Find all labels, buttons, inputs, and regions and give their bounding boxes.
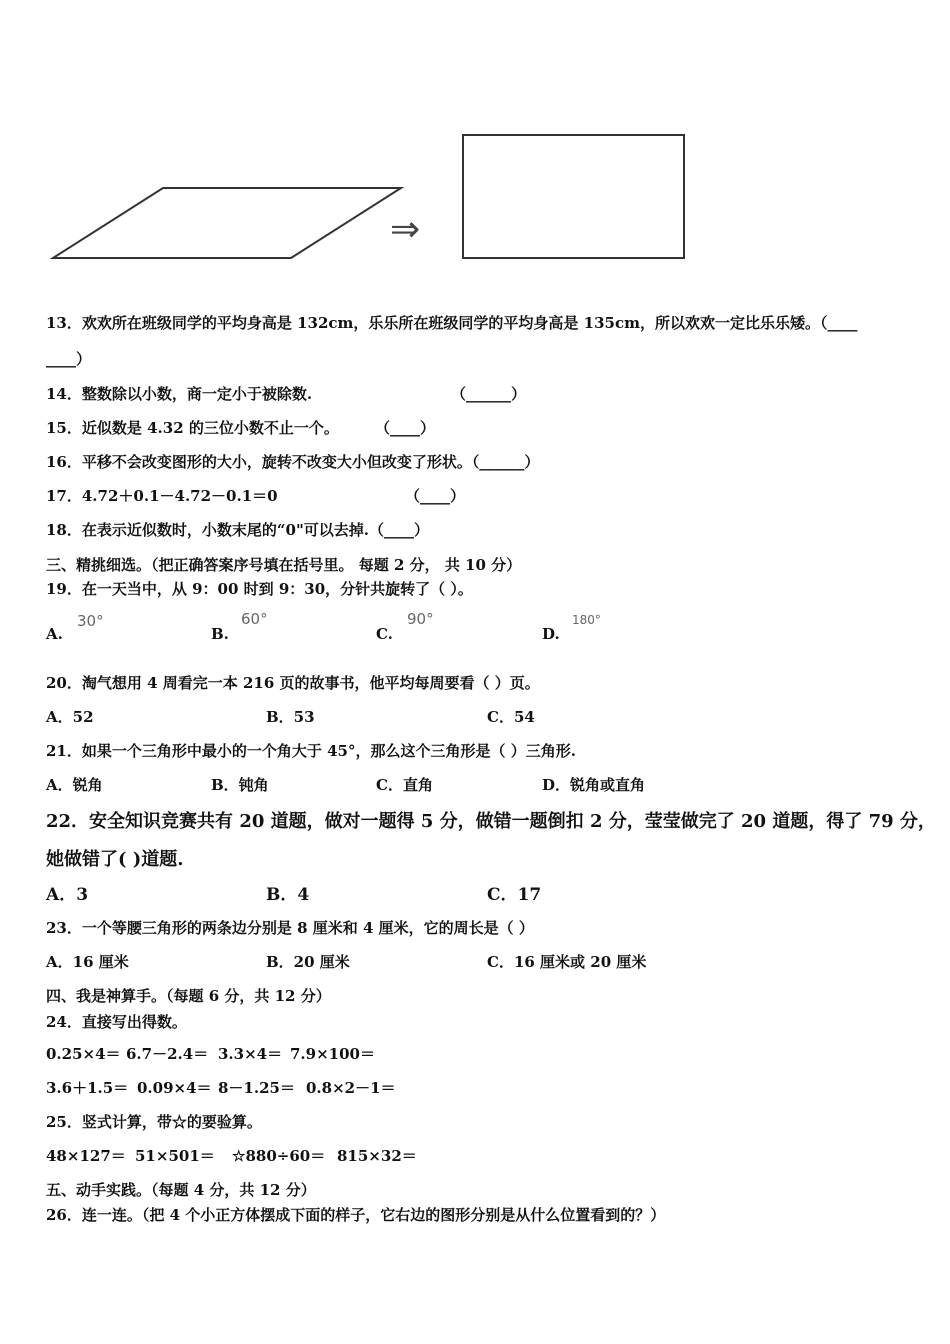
q24-expr-4: 7.9×100＝ bbox=[290, 1045, 375, 1063]
question-17: 17．4.72＋0.1－4.72－0.1＝0 bbox=[46, 487, 278, 505]
question-14: 14．整数除以小数，商一定小于被除数. bbox=[46, 385, 313, 403]
figure-shapes bbox=[0, 0, 950, 280]
q22-option-b: B．4 bbox=[266, 885, 310, 905]
section-4-heading: 四、我是神算手。（每题 6 分，共 12 分） bbox=[46, 987, 331, 1005]
q25-expr-3: ☆880÷60＝ bbox=[232, 1147, 326, 1165]
q22-option-a: A．3 bbox=[46, 885, 89, 905]
q20-option-c: C．54 bbox=[487, 708, 535, 726]
q19-option-b-label: B. bbox=[211, 625, 229, 643]
q20-option-b: B．53 bbox=[266, 708, 315, 726]
q21-option-c: C．直角 bbox=[376, 776, 433, 794]
question-18: 18．在表示近似数时，小数末尾的“0"可以去掉.（____） bbox=[46, 521, 429, 539]
q19-option-c-label: C. bbox=[376, 625, 393, 643]
q24-expr-8: 0.8×2－1＝ bbox=[306, 1079, 396, 1097]
question-16: 16．平移不会改变图形的大小，旋转不改变大小但改变了形状。（______） bbox=[46, 453, 540, 471]
q19-option-b-value: 60° bbox=[241, 610, 268, 628]
q23-option-b: B．20 厘米 bbox=[266, 953, 350, 971]
question-19: 19．在一天当中，从 9：00 时到 9：30，分针共旋转了（ ）。 bbox=[46, 580, 473, 598]
q23-option-c: C．16 厘米或 20 厘米 bbox=[487, 953, 647, 971]
question-14-blank: （______） bbox=[451, 385, 527, 403]
question-26: 26．连一连。（把 4 个小正方体摆成下面的样子，它右边的图形分别是从什么位置看到的？） bbox=[46, 1206, 666, 1224]
q23-option-a: A．16 厘米 bbox=[46, 953, 129, 971]
q19-option-a-value: 30° bbox=[77, 612, 104, 630]
question-15: 15．近似数是 4.32 的三位小数不止一个。 bbox=[46, 419, 339, 437]
parallelogram-shape bbox=[53, 188, 401, 258]
q24-expr-6: 0.09×4＝ bbox=[137, 1079, 212, 1097]
q19-option-d-label: D. bbox=[542, 625, 560, 643]
section-3-heading: 三、精挑细选。（把正确答案序号填在括号里。 每题 2 分， 共 10 分） bbox=[46, 556, 522, 574]
q24-expr-1: 0.25×4＝ bbox=[46, 1045, 121, 1063]
double-arrow-icon: ⇒ bbox=[390, 209, 421, 250]
q19-option-d-value: 180° bbox=[572, 613, 601, 627]
q24-expr-2: 6.7－2.4＝ bbox=[126, 1045, 209, 1063]
rectangle-shape bbox=[463, 135, 684, 258]
q19-option-c-value: 90° bbox=[407, 610, 434, 628]
section-5-heading: 五、动手实践。（每题 4 分，共 12 分） bbox=[46, 1181, 316, 1199]
question-13-line2: ____） bbox=[46, 350, 92, 368]
question-23: 23．一个等腰三角形的两条边分别是 8 厘米和 4 厘米，它的周长是（ ） bbox=[46, 919, 534, 937]
q24-expr-7: 8－1.25＝ bbox=[218, 1079, 295, 1097]
q21-option-b: B．钝角 bbox=[211, 776, 269, 794]
q21-option-d: D．锐角或直角 bbox=[542, 776, 646, 794]
question-15-blank: （____） bbox=[375, 419, 436, 437]
q22-option-c: C．17 bbox=[487, 885, 542, 905]
question-17-blank: （____） bbox=[405, 487, 466, 505]
q20-option-a: A．52 bbox=[46, 708, 94, 726]
question-20: 20．淘气想用 4 周看完一本 216 页的故事书，他平均每周要看（ ）页。 bbox=[46, 674, 540, 692]
question-24: 24．直接写出得数。 bbox=[46, 1013, 187, 1031]
question-25: 25．竖式计算，带☆的要验算。 bbox=[46, 1113, 262, 1131]
q25-expr-1: 48×127＝ bbox=[46, 1147, 126, 1165]
q21-option-a: A．锐角 bbox=[46, 776, 103, 794]
question-21: 21．如果一个三角形中最小的一个角大于 45°，那么这个三角形是（ ）三角形. bbox=[46, 742, 576, 760]
q24-expr-3: 3.3×4＝ bbox=[218, 1045, 283, 1063]
question-22-line1: 22．安全知识竞赛共有 20 道题，做对一题得 5 分，做错一题倒扣 2 分，莹莹做完了 20 道题，得了 79 分， bbox=[46, 811, 936, 832]
q25-expr-4: 815×32＝ bbox=[337, 1147, 417, 1165]
q25-expr-2: 51×501＝ bbox=[135, 1147, 215, 1165]
question-13-line1: 13．欢欢所在班级同学的平均身高是 132cm，乐乐所在班级同学的平均身高是 135cm，所以欢欢一定比乐乐矮。（____ bbox=[46, 314, 858, 332]
question-22-line2: 她做错了( )道题. bbox=[46, 849, 184, 870]
q24-expr-5: 3.6＋1.5＝ bbox=[46, 1079, 129, 1097]
q19-option-a-label: A. bbox=[46, 625, 63, 643]
